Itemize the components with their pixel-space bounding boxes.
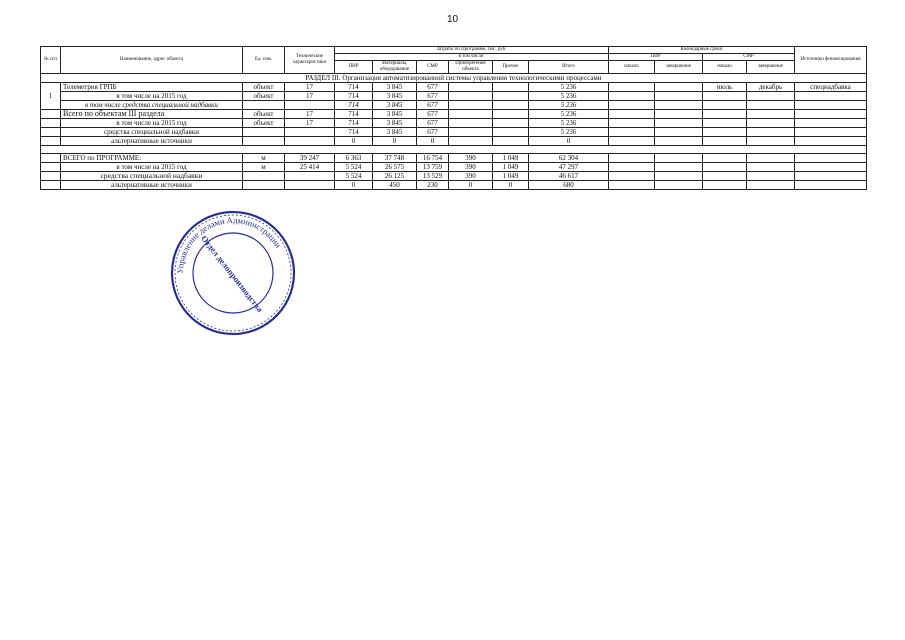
header-budget: Затраты по Программе, тыс. руб.	[335, 47, 609, 54]
row-unit	[243, 172, 285, 181]
header-num: № п/п	[41, 47, 61, 74]
row-total: 5 236	[529, 128, 609, 137]
row-smr: 16 754	[417, 154, 449, 163]
header-other: Прочие	[493, 61, 529, 74]
row-acq	[449, 83, 493, 92]
section-total-row	[41, 110, 867, 119]
row-mat: 3 845	[373, 119, 417, 128]
row-smr: 0	[417, 137, 449, 146]
program-total-row	[41, 172, 867, 181]
row-name: альтернативные источники	[61, 181, 243, 190]
row-pir: 5 524	[335, 163, 373, 172]
row-smr-start: июль	[703, 83, 747, 92]
row-pir: 714	[335, 110, 373, 119]
row-pir: 714	[335, 128, 373, 137]
row-other	[493, 128, 529, 137]
row-smr-start	[703, 101, 747, 110]
header-pir: ПИР	[335, 61, 373, 74]
table-row	[41, 101, 867, 110]
program-table	[40, 46, 867, 190]
row-smr-end: декабрь	[747, 83, 795, 92]
row-smr: 677	[417, 119, 449, 128]
row-unit	[243, 101, 285, 110]
row-other	[493, 110, 529, 119]
row-smr-start	[703, 92, 747, 101]
header-smr-end: завершение	[747, 61, 795, 74]
row-other: 1 049	[493, 154, 529, 163]
header-smr: СМР	[417, 61, 449, 74]
program-total-row	[41, 181, 867, 190]
row-acq: 390	[449, 163, 493, 172]
row-other: 1 049	[493, 163, 529, 172]
row-smr: 677	[417, 92, 449, 101]
row-acq: 0	[449, 181, 493, 190]
header-acquisition: Приобретение объекта	[449, 61, 493, 74]
row-unit	[243, 137, 285, 146]
row-other: 1 049	[493, 172, 529, 181]
program-total-row	[41, 154, 867, 163]
row-smr: 677	[417, 83, 449, 92]
section-total-row	[41, 119, 867, 128]
row-name: альтернативные источники	[61, 137, 243, 146]
row-pir: 714	[335, 119, 373, 128]
row-source	[795, 92, 867, 101]
table-row	[41, 83, 867, 92]
row-source	[795, 101, 867, 110]
row-pir-start	[609, 101, 655, 110]
row-other	[493, 92, 529, 101]
row-acq: 390	[449, 154, 493, 163]
row-mat: 450	[373, 181, 417, 190]
row-pir: 714	[335, 101, 373, 110]
row-smr-end	[747, 101, 795, 110]
row-name: в том числе средства специальной надбавки	[61, 101, 243, 110]
row-total: 5 236	[529, 101, 609, 110]
header-including: в том числе:	[335, 54, 609, 61]
row-unit: объект	[243, 110, 285, 119]
header-pir-end: завершение	[655, 61, 703, 74]
row-acq	[449, 101, 493, 110]
row-smr: 13 759	[417, 163, 449, 172]
header-tech: Технические характеристики	[285, 47, 335, 74]
row-name: ВСЕГО по ПРОГРАММЕ:	[61, 154, 243, 163]
spacer-row	[41, 146, 867, 154]
row-mat: 3 845	[373, 128, 417, 137]
row-tech	[285, 128, 335, 137]
row-total: 0	[529, 137, 609, 146]
row-smr: 230	[417, 181, 449, 190]
header-calendar: Календарные сроки	[609, 47, 795, 54]
row-pir-end	[655, 92, 703, 101]
header-name: Наименование, адрес объекта	[61, 47, 243, 74]
row-tech: 17	[285, 83, 335, 92]
row-total: 5 236	[529, 92, 609, 101]
official-stamp	[160, 200, 307, 347]
row-mat: 0	[373, 137, 417, 146]
section-title: РАЗДЕЛ III. Организация автоматизированной системы управления технологическими процессами	[41, 74, 867, 83]
row-mat: 3 845	[373, 83, 417, 92]
stamp-ring-text: Управление делами Администрации	[174, 214, 284, 274]
table-header	[41, 47, 867, 74]
row-tech: 17	[285, 119, 335, 128]
row-tech: 25 414	[285, 163, 335, 172]
row-total: 62 304	[529, 154, 609, 163]
row-mat: 3 845	[373, 110, 417, 119]
header-sources: Источники финансирования	[795, 47, 867, 74]
row-acq	[449, 128, 493, 137]
row-smr: 677	[417, 110, 449, 119]
row-tech	[285, 137, 335, 146]
row-mat: 26 125	[373, 172, 417, 181]
row-other	[493, 119, 529, 128]
row-smr: 677	[417, 128, 449, 137]
row-total: 5 236	[529, 119, 609, 128]
row-unit	[243, 128, 285, 137]
row-tech: 17	[285, 110, 335, 119]
row-acq	[449, 92, 493, 101]
row-pir: 6 363	[335, 154, 373, 163]
row-tech: 39 247	[285, 154, 335, 163]
row-pir-end	[655, 83, 703, 92]
section-title-row	[41, 74, 867, 83]
row-pir-start	[609, 92, 655, 101]
row-mat: 37 748	[373, 154, 417, 163]
row-name: в том числе на 2015 год	[61, 92, 243, 101]
row-pir-end	[655, 101, 703, 110]
row-tech: 17	[285, 92, 335, 101]
row-acq	[449, 110, 493, 119]
row-other	[493, 137, 529, 146]
row-smr: 13 529	[417, 172, 449, 181]
header-cal-pir: ПИР	[609, 54, 703, 61]
header-cal-smr: СМР	[703, 54, 795, 61]
header-smr-start: начало	[703, 61, 747, 74]
row-other: 0	[493, 181, 529, 190]
row-total: 5 236	[529, 110, 609, 119]
row-name: в том числе на 2015 год	[61, 163, 243, 172]
program-total-row	[41, 163, 867, 172]
row-pir: 0	[335, 137, 373, 146]
row-unit: м	[243, 163, 285, 172]
row-unit: объект	[243, 119, 285, 128]
row-mat: 3 845	[373, 92, 417, 101]
row-pir: 714	[335, 83, 373, 92]
row-acq	[449, 119, 493, 128]
row-name: Всего по объектам III раздела	[61, 110, 243, 119]
row-unit	[243, 181, 285, 190]
row-unit: м	[243, 154, 285, 163]
row-acq	[449, 137, 493, 146]
row-tech	[285, 101, 335, 110]
header-total: Итого	[529, 61, 609, 74]
page-number: 10	[446, 14, 459, 25]
header-unit: Ед. изм.	[243, 47, 285, 74]
row-total: 46 617	[529, 172, 609, 181]
row-pir: 714	[335, 92, 373, 101]
row-other	[493, 83, 529, 92]
row-tech	[285, 172, 335, 181]
header-pir-start: начало	[609, 61, 655, 74]
row-mat: 3 845	[373, 101, 417, 110]
section-total-row	[41, 128, 867, 137]
stamp-center-text: Отдел делопроизводства	[199, 233, 266, 314]
row-source: спецнадбавка	[795, 83, 867, 92]
row-unit: объект	[243, 92, 285, 101]
row-acq: 390	[449, 172, 493, 181]
row-name: Телеметрия ГРПБ	[61, 83, 243, 92]
header-materials: Материалы, оборудование	[373, 61, 417, 74]
row-total: 5 236	[529, 83, 609, 92]
row-name: средства специальной надбавки	[61, 172, 243, 181]
row-other	[493, 101, 529, 110]
row-unit: объект	[243, 83, 285, 92]
row-num: 1	[41, 83, 61, 110]
section-total-row	[41, 137, 867, 146]
row-smr-end	[747, 92, 795, 101]
row-name: в том числе на 2015 год	[61, 119, 243, 128]
row-total: 680	[529, 181, 609, 190]
row-tech	[285, 181, 335, 190]
row-pir-start	[609, 83, 655, 92]
row-name: средства специальной надбавки	[61, 128, 243, 137]
row-pir: 5 524	[335, 172, 373, 181]
table-row	[41, 92, 867, 101]
row-pir: 0	[335, 181, 373, 190]
row-mat: 26 575	[373, 163, 417, 172]
row-smr: 677	[417, 101, 449, 110]
row-total: 47 297	[529, 163, 609, 172]
